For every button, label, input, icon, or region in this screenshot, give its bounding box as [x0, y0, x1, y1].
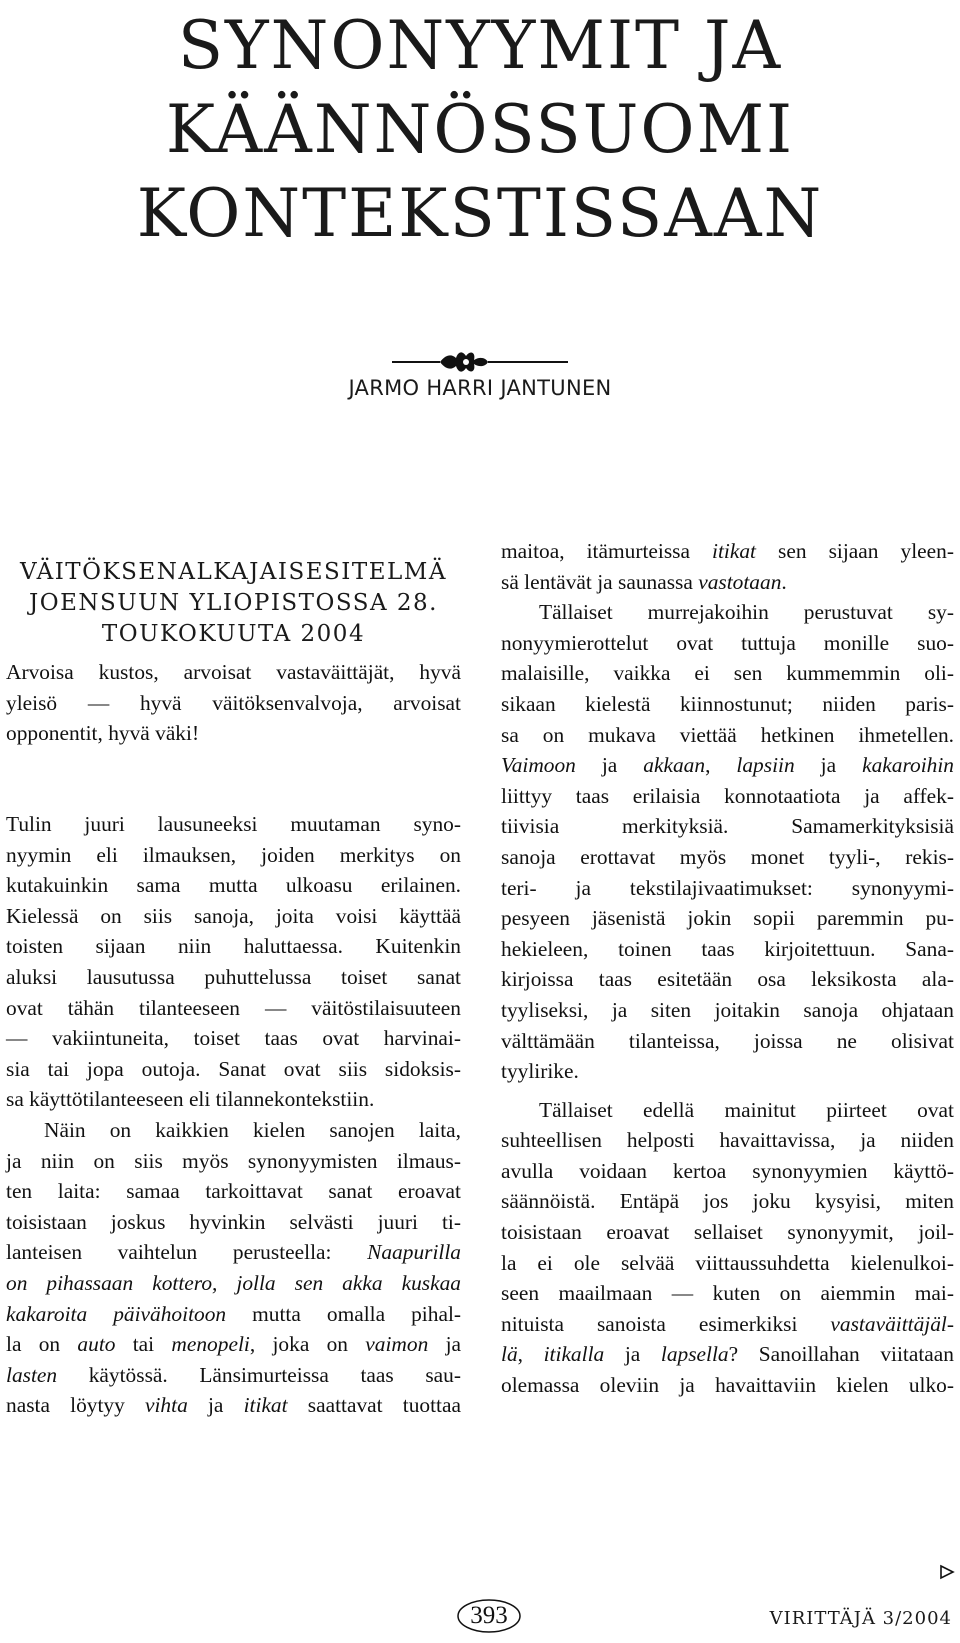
- text-line: Vaimoon ja akkaan, lapsiin ja kakaroihin: [501, 753, 954, 778]
- text-line: Näin on kaikkien kielen sanojen laita,: [44, 1117, 461, 1142]
- subhead-line-1: VÄITÖKSENALKAJAISESITELMÄ: [20, 559, 447, 585]
- text-line: ten laita: samaa tarkoittavat sanat eroavat: [6, 1179, 461, 1204]
- text-line: toisistaan joskus hyvinkin selvästi juuri ti-: [6, 1209, 461, 1234]
- continued-arrow-icon: [938, 1563, 956, 1581]
- paragraph-dialect-continued: [501, 536, 954, 597]
- text-line: kakaroita päivähoitoon mutta omalla pihal-: [6, 1301, 462, 1326]
- ornament-divider-icon: [0, 344, 960, 378]
- text-line: Kielessä on siis sanoja, joita voisi käyttää: [6, 903, 461, 928]
- text-line: — vakiintuneita, toiset taas ovat harvinai-: [6, 1026, 461, 1051]
- text-line: ja niin on siis myös synonyymisten ilmaus-: [6, 1148, 461, 1173]
- paragraph-connotations: [501, 597, 954, 1087]
- text-line: Tällaiset murrejakoihin perustuvat sy-: [539, 600, 954, 625]
- text-line: pesyeen jäsenistä jokin sopii paremmin pu-: [501, 906, 954, 931]
- text-line: aluksi lausutussa puhuttelussa toiset sanat: [6, 964, 461, 989]
- text-line: nonyymierottelut ovat tuttuja monille suo-: [501, 630, 954, 655]
- text-line: lasten käytössä. Länsimurteissa taas sau-: [6, 1362, 461, 1387]
- text-line: sia tai jopa outoja. Sanat ovat siis sidoksis-: [6, 1056, 461, 1081]
- title-line-3: KONTEKSTISSAAN: [136, 175, 824, 252]
- text-line: sa käyttötilanteeseen eli tilannekontekstiin.: [6, 1087, 375, 1112]
- text-line: tyyliseksi, ja siten joitakin sanoja ohjataan: [501, 997, 954, 1022]
- text-line: toisistaan eroavat sellaiset synonyymit, joil-: [501, 1220, 954, 1245]
- text-line: lä, itikalla ja lapsella? Sanoillahan viitataan: [501, 1342, 954, 1367]
- text-line: toisten sijaan niin haluttaessa. Kuitenkin: [6, 934, 461, 959]
- text-line: la ei ole selvää viittaussuhdetta kielenulkoi-: [501, 1250, 954, 1275]
- text-line: Tulin juuri lausuneeksi muutaman syno-: [6, 812, 461, 836]
- text-line: Tällaiset edellä mainitut piirteet ovat: [539, 1097, 954, 1122]
- text-line: sa on mukava viettää hetkinen ihmetellen.: [501, 722, 954, 747]
- left-column-p2: [6, 809, 461, 1421]
- journal-issue: VIRITTÄJÄ 3/2004: [769, 1608, 952, 1629]
- text-line: kutakuinkin sama mutta ulkoasu erilainen.: [6, 873, 461, 898]
- text-line: ovat tähän tilanteeseen — väitöstilaisuuteen: [6, 995, 461, 1020]
- right-column: [501, 536, 954, 1401]
- page-number: [456, 1598, 522, 1634]
- text-line: nituista sanoista esimerkiksi vastaväittäjäl-: [501, 1311, 954, 1336]
- text-line: Arvoisa kustos, arvoisat vastaväittäjät, hyvä: [6, 660, 461, 684]
- text-line: sä lentävät ja saunassa vastotaan.: [501, 569, 787, 594]
- text-line: hekieleen, toinen taas kirjoitettuun. Sana-: [501, 936, 954, 961]
- text-line: suhteellisen helposti havaittavissa, ja niiden: [501, 1128, 954, 1153]
- text-line: on pihassaan kottero, jolla sen akka kuskaa: [6, 1270, 461, 1295]
- paragraph-greeting: [6, 657, 461, 749]
- page-number-text: 393: [470, 1602, 508, 1629]
- paragraph-usage-rules: [501, 1095, 954, 1401]
- title-line-2: KÄÄNNÖSSUOMI: [165, 91, 795, 168]
- title-line-1: SYNONYYMIT JA: [177, 7, 783, 84]
- text-line: kirjoissa taas esitetään osa leksikosta ala-: [501, 967, 954, 992]
- paragraph-context-examples: [6, 1115, 461, 1421]
- text-line: la on auto tai menopeli, joka on vaimon ja: [6, 1332, 462, 1357]
- text-line: opponentit, hyvä väki!: [6, 721, 200, 746]
- text-line: olemassa oleviin ja havaittaviin kielen ulko-: [501, 1373, 954, 1398]
- text-line: avulla voidaan kertoa synonyymien käyttö-: [501, 1158, 954, 1183]
- text-line: sikaan kielestä kiinnostunut; niiden paris-: [501, 691, 954, 716]
- author-name: JARMO HARRI JANTUNEN: [348, 376, 612, 400]
- text-line: tyylirike.: [501, 1059, 579, 1084]
- text-line: välttämään tilanteissa, joissa ne olisivat: [501, 1028, 954, 1053]
- text-line: yleisö — hyvä väitöksenvalvoja, arvoisat: [6, 690, 461, 715]
- text-line: lanteisen vaihtelun perusteella: Naapurilla: [6, 1240, 461, 1265]
- text-line: nyymin eli ilmauksen, joiden merkitys on: [6, 842, 461, 867]
- paragraph-synonyms-intro: [6, 809, 461, 1115]
- text-line: tiivisia merkityksiä. Samamerkityksisiä: [501, 814, 954, 839]
- text-line: sanoja erottavat myös monet tyyli-, rekis-: [501, 844, 954, 869]
- text-line: säännöistä. Entäpä jos joku kysyisi, miten: [501, 1189, 954, 1214]
- text-line: seen maailmaan — kuten on aiemmin mai-: [501, 1281, 954, 1306]
- subhead-line-3: TOUKOKUUTA 2004: [101, 621, 366, 647]
- text-line: nasta löytyy vihta ja itikat saattavat tuottaa: [6, 1393, 461, 1418]
- section-subheading: [6, 557, 461, 650]
- text-line: maitoa, itämurteissa itikat sen sijaan yleen-: [501, 539, 954, 563]
- subhead-line-2: JOENSUUN YLIOPISTOSSA 28.: [29, 590, 438, 616]
- text-line: teri- ja tekstilajivaatimukset: synonyymi-: [501, 875, 954, 900]
- text-line: liittyy taas erilaisia konnotaatiota ja affek-: [501, 783, 954, 808]
- left-column: [6, 657, 461, 749]
- text-line: malaisille, vaikka ei sen kummemmin oli-: [501, 661, 954, 686]
- article-title: [0, 4, 960, 256]
